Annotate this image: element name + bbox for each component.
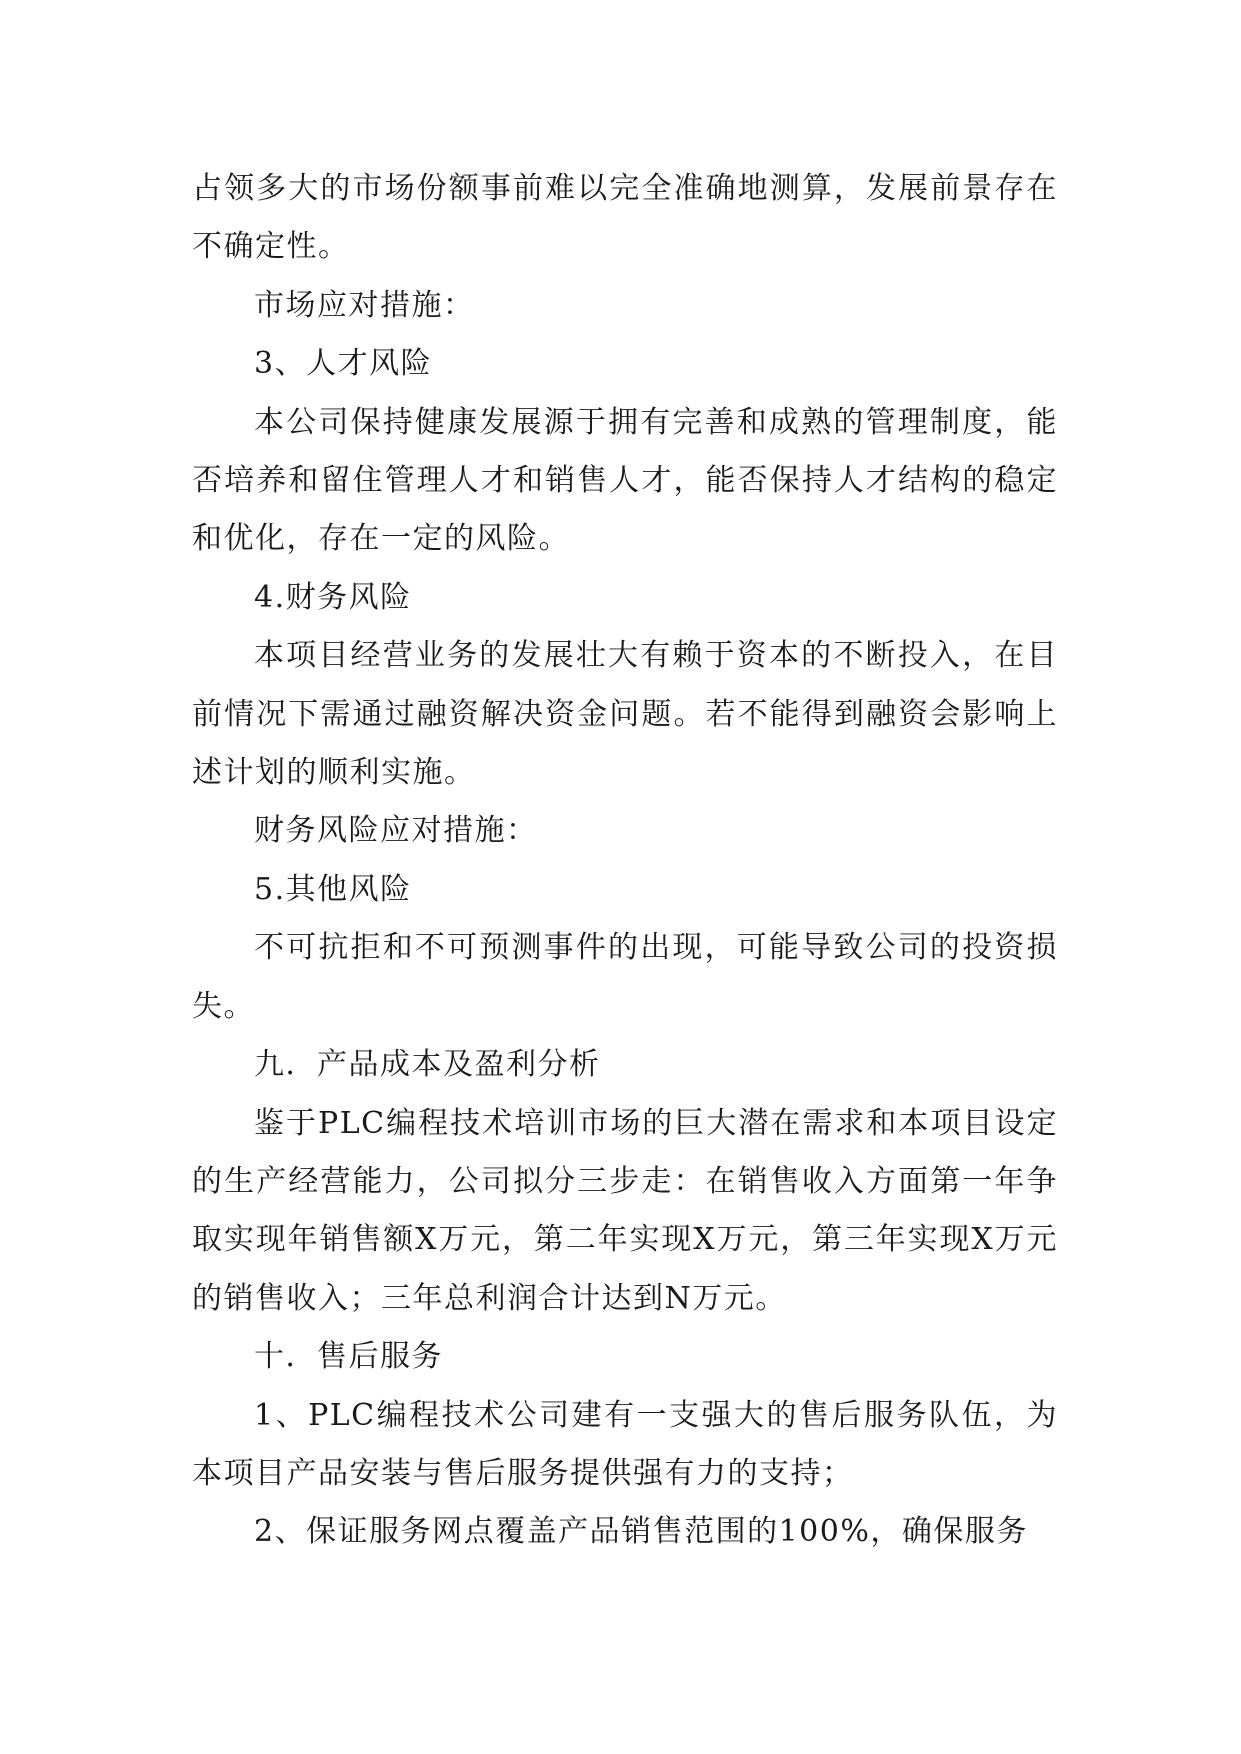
heading-cost-profit-analysis: 九．产品成本及盈利分析 xyxy=(254,1047,601,1083)
paragraph-cost-profit-analysis: 鉴于PLC编程技术培训市场的巨大潜在需求和本项目设定的生产经营能力，公司拟分三步走：在销售收入方面第一年争取实现年销售额X万元，第二年实现X万元，第三年实现X万元的销售收入；三年总利润合计达到N万元。 xyxy=(192,1105,1058,1316)
paragraph-service-coverage: 2、保证服务网点覆盖产品销售范围的100%，确保服务 xyxy=(254,1514,1028,1550)
paragraph-financial-measures: 财务风险应对措施： xyxy=(254,813,538,849)
paragraph-after-sales-team: 1、PLC编程技术公司建有一支强大的售后服务队伍，为本项目产品安装与售后服务提供强有力的支持； xyxy=(192,1397,1058,1491)
paragraph-market-measures: 市场应对措施： xyxy=(254,287,475,323)
heading-after-sales-service: 十．售后服务 xyxy=(254,1339,443,1375)
heading-other-risk: 5.其他风险 xyxy=(254,871,412,907)
paragraph-financial-risk: 本项目经营业务的发展壮大有赖于资本的不断投入，在目前情况下需通过融资解决资金问题。若不能得到融资会影响上述计划的顺利实施。 xyxy=(192,638,1058,791)
paragraph-other-risk: 不可抗拒和不可预测事件的出现，可能导致公司的投资损失。 xyxy=(192,930,1058,1024)
paragraph-market-share-continued: 占领多大的市场份额事前难以完全准确地测算，发展前景存在不确定性。 xyxy=(192,171,1058,265)
document-body xyxy=(192,160,1058,1562)
heading-talent-risk: 3、人才风险 xyxy=(254,346,433,382)
paragraph-talent-risk: 本公司保持健康发展源于拥有完善和成熟的管理制度，能否培养和留住管理人才和销售人才，能否保持人才结构的稳定和优化，存在一定的风险。 xyxy=(192,404,1058,557)
heading-financial-risk: 4.财务风险 xyxy=(254,579,412,615)
